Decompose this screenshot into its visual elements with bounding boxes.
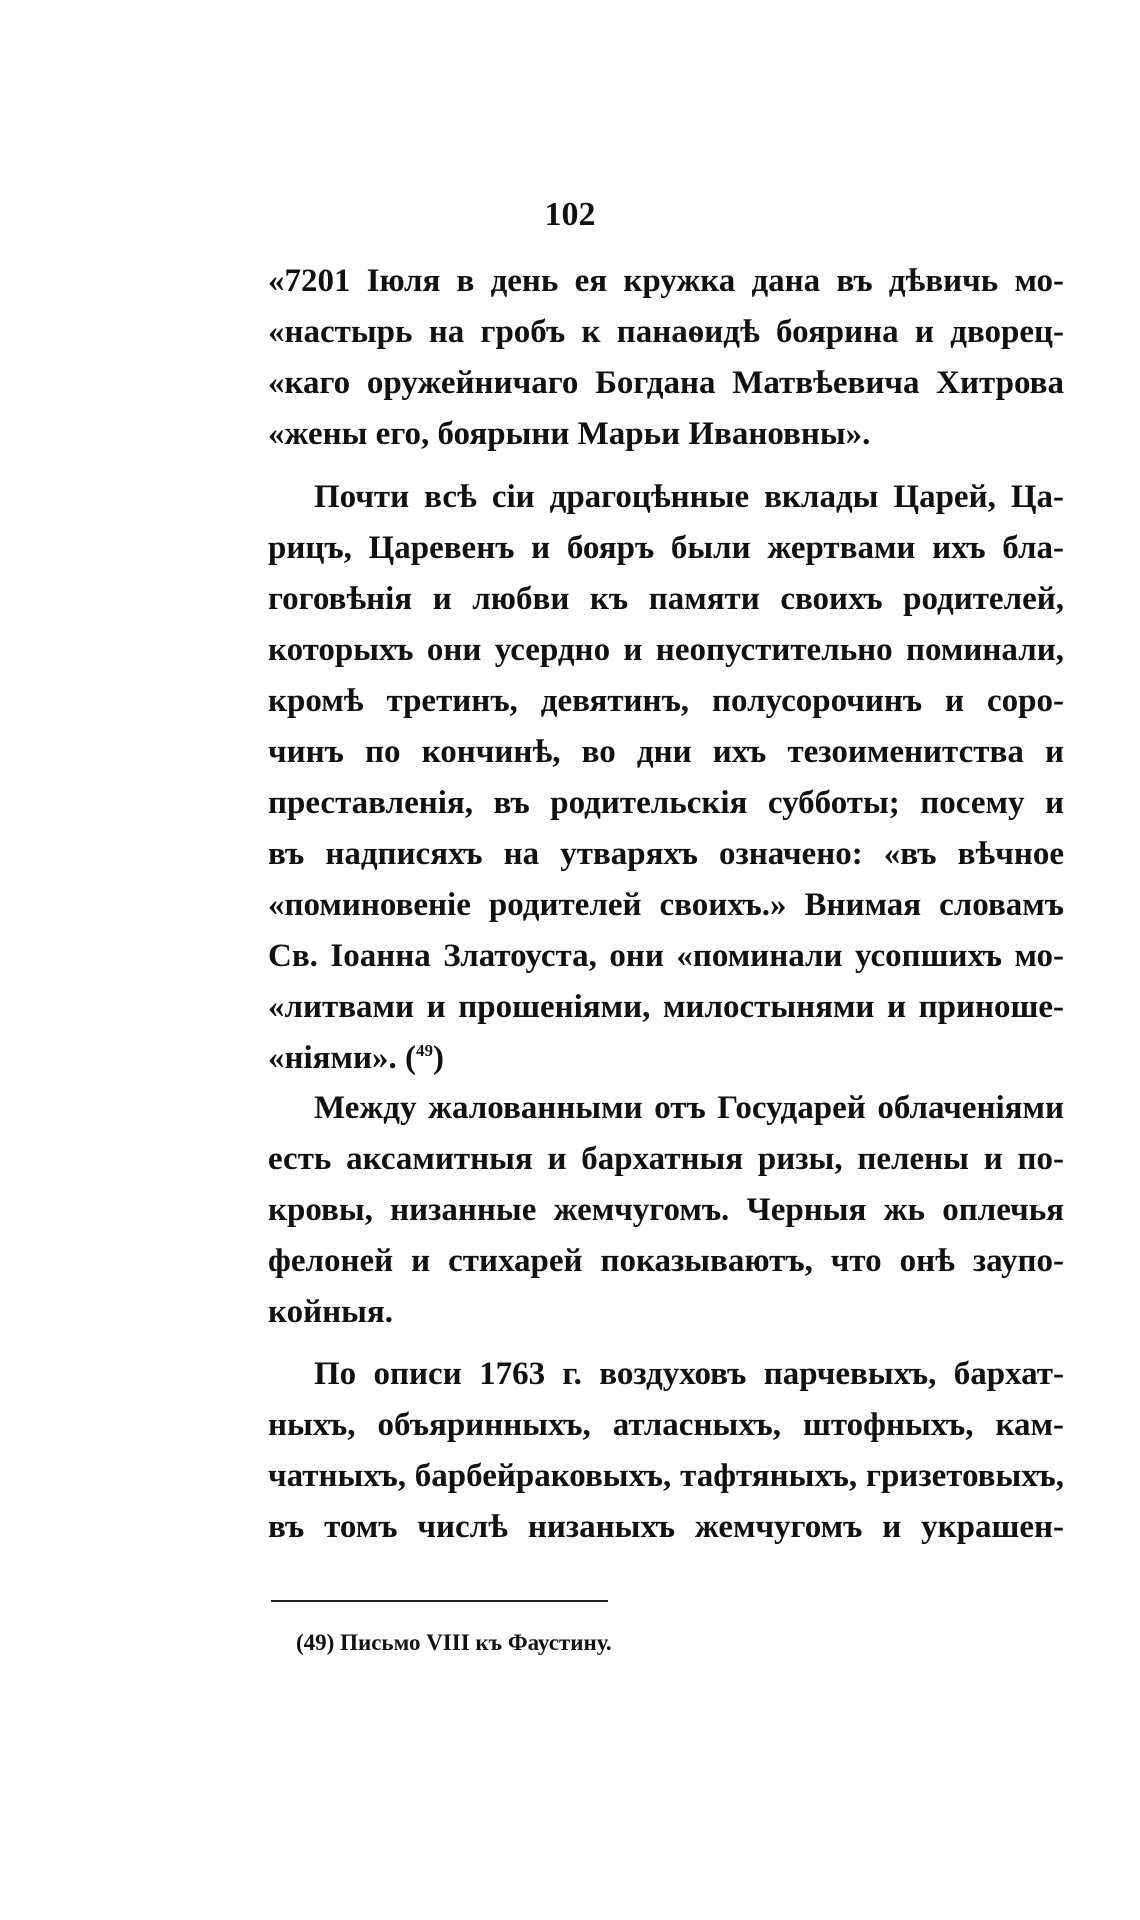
text-line: рицъ, Царевенъ и бояръ были жертвами ихъ бла-	[268, 530, 1064, 566]
paragraph-inventory	[268, 1349, 1064, 1553]
page-number: 102	[544, 196, 596, 233]
text-line: кромѣ третинъ, девятинъ, полусорочинъ и соро-	[268, 683, 1064, 719]
paragraph-vestments	[268, 1083, 1064, 1338]
paragraph-offerings	[268, 472, 1064, 1084]
text-line: которыхъ они усердно и неопустительно поминали,	[268, 632, 1064, 668]
footnote-divider	[271, 1600, 608, 1602]
text-line: чатныхъ, барбейраковыхъ, тафтяныхъ, гризетовыхъ,	[268, 1458, 1064, 1494]
text-line: По описи 1763 г. воздуховъ парчевыхъ, бархат-	[314, 1356, 1064, 1392]
text-line	[268, 1033, 1064, 1084]
text-line: Св. Іоанна Златоуста, они «поминали усопшихъ мо-	[268, 938, 1064, 974]
text-line: преставленія, въ родительскія субботы; посему и	[268, 785, 1064, 821]
text-line: «жены его, боярыни Марьи Ивановны».	[268, 416, 871, 452]
text-line: есть аксамитныя и бархатныя ризы, пелены и по-	[268, 1141, 1064, 1177]
text-line: въ надписяхъ на утваряхъ означено: «въ вѣчное	[268, 836, 1064, 872]
text-line-content: «ніями». (	[268, 1040, 417, 1076]
text-line: «каго оружейничаго Богдана Матвѣевича Хитрова	[268, 365, 1064, 401]
text-line: «7201 Іюля в день ея кружка дана въ дѣвичь мо-	[268, 263, 1064, 299]
text-line: «поминовеніе родителей своихъ.» Внимая словамъ	[268, 887, 1064, 923]
footnote-reference[interactable]: 49	[416, 1041, 434, 1060]
text-line: фелоней и стихарей показываютъ, что онѣ заупо-	[268, 1243, 1064, 1279]
text-line: чинъ по кончинѣ, во дни ихъ тезоименитства и	[268, 734, 1064, 770]
text-line: гоговѣнія и любви къ памяти своихъ родителей,	[268, 581, 1064, 617]
text-line: Между жалованными отъ Государей облаченіями	[314, 1090, 1064, 1126]
text-line: кровы, низанные жемчугомъ. Черныя жь оплечья	[268, 1192, 1064, 1228]
text-line: ныхъ, объяринныхъ, атласныхъ, штофныхъ, кам-	[268, 1407, 1064, 1443]
text-line: въ томъ числѣ низаныхъ жемчугомъ и украшен-	[268, 1509, 1064, 1545]
text-line: «литвами и прошеніями, милостынями и приноше-	[268, 989, 1064, 1025]
paragraph-quotation	[268, 256, 1064, 460]
text-line: «настырь на гробъ к панаѳидѣ боярина и дворец-	[268, 314, 1064, 350]
footnote-reference-close: )	[433, 1040, 445, 1076]
footnote: (49) Письмо VIII къ Фаустину.	[296, 1630, 612, 1655]
text-line: Почти всѣ сіи драгоцѣнные вклады Царей, Ца-	[314, 479, 1064, 515]
text-line: койныя.	[268, 1294, 393, 1330]
